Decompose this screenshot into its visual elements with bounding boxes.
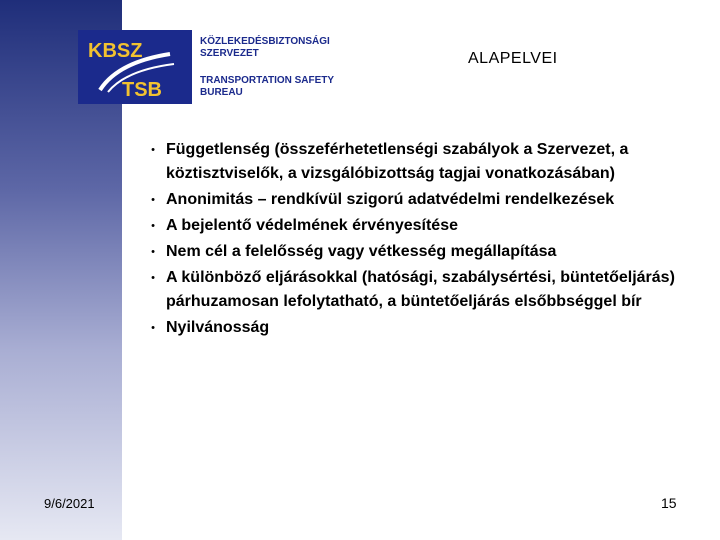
- bullet-icon: •: [151, 322, 155, 334]
- org-hu-line1: KÖZLEKEDÉSBIZTONSÁGI: [200, 36, 330, 47]
- org-en-line2: BUREAU: [200, 87, 243, 98]
- bullet-icon: •: [151, 144, 155, 156]
- bullet-list: [140, 138, 680, 342]
- organization-name: [200, 36, 334, 99]
- list-item: [140, 188, 680, 212]
- bullet-icon: •: [151, 246, 155, 258]
- page-number: 15: [661, 495, 677, 511]
- list-item: [140, 266, 680, 314]
- logo-text-kbsz: KBSZ: [88, 40, 143, 62]
- list-item: [140, 214, 680, 238]
- list-item: [140, 316, 680, 340]
- list-item: [140, 240, 680, 264]
- list-item-text: Nem cél a felelősség vagy vétkesség megállapítása: [166, 243, 557, 260]
- logo-text-tsb: TSB: [122, 79, 162, 101]
- bullet-icon: •: [151, 220, 155, 232]
- list-item-text: A különböző eljárásokkal (hatósági, szabálysértési, büntetőeljárás) párhuzamosan lefolytatható, a büntetőeljárás elsőbbséggel bír: [166, 269, 675, 310]
- list-item-text: Függetlenség (összeférhetetlenségi szabályok a Szervezet, a köztisztviselők, a vizsgálóbizottság tagjai vonatkozásában): [166, 141, 629, 182]
- list-item-text: A bejelentő védelmének érvényesítése: [166, 217, 458, 234]
- bullet-icon: •: [151, 194, 155, 206]
- slide-title: ALAPELVEI: [468, 50, 558, 67]
- org-en-line1: TRANSPORTATION SAFETY: [200, 75, 335, 86]
- kbsz-tsb-logo: [78, 30, 192, 104]
- logo-graphic: [78, 30, 192, 104]
- list-item: [140, 138, 680, 186]
- org-hu-line2: SZERVEZET: [200, 48, 259, 59]
- list-item-text: Nyilvánosság: [166, 319, 270, 336]
- footer-date: 9/6/2021: [44, 496, 95, 511]
- list-item-text: Anonimitás – rendkívül szigorú adatvédelmi rendelkezések: [166, 191, 615, 208]
- bullet-icon: •: [151, 272, 155, 284]
